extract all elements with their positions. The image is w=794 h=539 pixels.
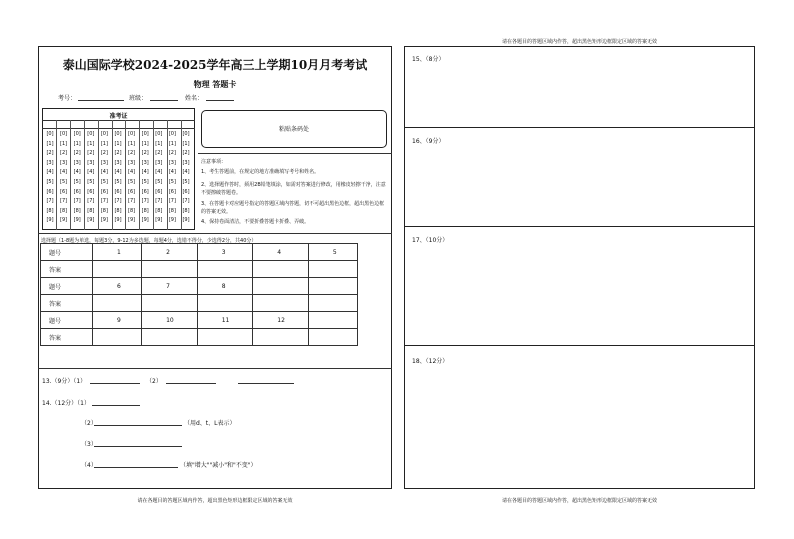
admission-digit-bubble[interactable]: [1] [100, 140, 108, 147]
admission-digit-bubble[interactable]: [5] [128, 179, 136, 185]
admission-digit-bubble[interactable]: [4] [155, 169, 163, 176]
admission-digit-bubble[interactable]: [0] [141, 131, 149, 137]
admission-digit-bubble[interactable]: [9] [114, 217, 122, 224]
admission-digit-bubble[interactable]: [1] [155, 140, 163, 147]
a-label: 答案 [41, 329, 93, 346]
admission-digit-bubble[interactable]: [7] [60, 198, 68, 205]
exam-title: 泰山国际学校2024-2025学年高三上学期10月月考考试 [62, 58, 368, 72]
answer-row [41, 329, 358, 346]
notice-item: 1、考生答题前，在规定的地方准确填写考号和姓名。 [201, 169, 320, 175]
admission-digit-bubble[interactable]: [0] [100, 131, 108, 137]
right-footer-note: 请在各题目的答题区域内作答，超出黑色矩形边框限定区域的答案无效 [501, 498, 657, 504]
admission-digit-bubble[interactable]: [2] [73, 150, 81, 157]
admission-digit-bubble[interactable]: [9] [168, 217, 176, 224]
question-number [308, 312, 357, 329]
exam-subtitle: 物理 答题卡 [193, 80, 237, 89]
admission-digit-bubble[interactable]: [5] [141, 179, 149, 185]
admission-digit-bubble[interactable]: [7] [114, 198, 122, 205]
admission-digit-bubble[interactable]: [0] [182, 131, 190, 137]
admission-digit-bubble[interactable]: [5] [87, 179, 95, 185]
admission-title: 准考证 [109, 113, 128, 120]
question-number: 11 [197, 312, 253, 329]
admission-digit-bubble[interactable]: [3] [168, 159, 176, 166]
admission-digit-bubble[interactable]: [5] [46, 179, 54, 185]
q-label: 题号 [41, 278, 93, 295]
admission-digit-bubble[interactable]: [7] [73, 198, 81, 205]
q14-part2-label: （2） [81, 420, 97, 427]
admission-digit-bubble[interactable]: [2] [155, 150, 163, 157]
admission-digit-bubble[interactable]: [0] [60, 131, 68, 137]
question-number-row [41, 244, 358, 261]
admission-digit-bubble[interactable]: [9] [46, 217, 54, 224]
admission-digit-bubble[interactable]: [6] [73, 188, 81, 195]
answer-cell[interactable] [197, 261, 253, 278]
question-number-row [41, 278, 358, 295]
admission-digit-bubble[interactable]: [6] [100, 188, 108, 195]
admission-digit-bubble[interactable]: [0] [168, 131, 176, 137]
admission-digit-bubble[interactable]: [4] [87, 169, 95, 176]
admission-digit-bubble[interactable]: [8] [155, 207, 163, 214]
q14-part2-hint: （用d、t、L表示） [184, 420, 236, 427]
admission-digit-bubble[interactable]: [5] [73, 179, 81, 185]
admission-digit-bubble[interactable]: [8] [182, 207, 190, 214]
admission-digit-bubble[interactable]: [8] [100, 207, 108, 214]
admission-digit-bubble[interactable]: [4] [182, 169, 190, 176]
q14-part4-label: （4） [81, 462, 97, 469]
question-number: 5 [308, 244, 357, 261]
q13-part3-field[interactable] [238, 383, 294, 384]
q17-label: 17、（10分） [412, 237, 449, 244]
answer-cell[interactable] [142, 329, 198, 346]
admission-digit-bubble[interactable]: [6] [46, 188, 54, 195]
admission-digit-bubble[interactable]: [2] [168, 150, 176, 157]
q13-part1-field[interactable] [90, 383, 140, 384]
admission-digit-bubble[interactable]: [4] [60, 169, 68, 176]
admission-digit-bubble[interactable]: [9] [100, 217, 108, 224]
admission-digit-bubble[interactable]: [3] [100, 159, 108, 166]
admission-digit-bubble[interactable]: [1] [114, 140, 122, 147]
answer-cell[interactable] [308, 261, 357, 278]
admission-digit-bubble[interactable]: [4] [168, 169, 176, 176]
admission-digit-bubble[interactable]: [1] [182, 140, 190, 147]
fill-in-divider [38, 368, 392, 369]
admission-digit-bubble[interactable]: [6] [128, 188, 136, 195]
admission-digit-bubble[interactable]: [7] [46, 198, 54, 205]
admission-header-line [42, 120, 195, 121]
admission-digit-bubble[interactable]: [0] [114, 131, 122, 137]
admission-digit-bubble[interactable]: [5] [168, 179, 176, 185]
answer-cell[interactable] [93, 261, 142, 278]
question-number [253, 278, 309, 295]
admission-digit-bubble[interactable]: [5] [114, 179, 122, 185]
admission-digit-bubble[interactable]: [2] [128, 150, 136, 157]
admission-digit-bubble[interactable]: [3] [182, 159, 190, 166]
question-number: 4 [253, 244, 309, 261]
admission-digit-bubble[interactable]: [4] [73, 169, 81, 176]
notice-divider [198, 153, 392, 154]
q18-answer-area[interactable] [404, 345, 755, 489]
q13-part2-field[interactable] [166, 383, 216, 384]
class-label: 班级： [129, 95, 148, 102]
question-number: 10 [142, 312, 198, 329]
q14-part3-field[interactable] [94, 446, 182, 447]
admission-digit-bubble[interactable]: [8] [114, 207, 122, 214]
admission-digit-bubble[interactable]: [2] [182, 150, 190, 157]
admission-digit-bubble[interactable]: [9] [128, 217, 136, 224]
notice-title: 注意事项： [201, 159, 227, 165]
q14-label: 14.（12分）（1） [42, 400, 90, 407]
answer-cell[interactable] [253, 261, 309, 278]
question-number: 6 [93, 278, 142, 295]
admission-digit-bubble[interactable]: [8] [46, 207, 54, 214]
barcode-label: 粘贴条码处 [278, 126, 309, 133]
answer-cell[interactable] [308, 329, 357, 346]
admission-digit-bubble[interactable]: [1] [46, 140, 54, 147]
admission-digit-bubble[interactable]: [1] [87, 140, 95, 147]
admission-digit-bubble[interactable]: [4] [141, 169, 149, 176]
admission-digit-bubble[interactable]: [2] [141, 150, 149, 157]
admission-digit-bubble[interactable]: [4] [114, 169, 122, 176]
admission-digit-bubble[interactable]: [5] [100, 179, 108, 185]
question-number: 9 [93, 312, 142, 329]
admission-digit-bubble[interactable]: [3] [73, 159, 81, 166]
answer-cell[interactable] [93, 295, 142, 312]
admission-digit-bubble[interactable]: [3] [60, 159, 68, 166]
admission-digit-bubble[interactable]: [3] [114, 159, 122, 166]
left-footer-note: 请在各题目的答题区域内作答，超出黑色矩形边框限定区域的答案无效 [137, 498, 293, 504]
q14-part3-label: （3） [81, 441, 97, 448]
admission-digit-bubble[interactable]: [1] [141, 140, 149, 147]
admission-digit-bubble[interactable]: [8] [87, 207, 95, 214]
question-number: 7 [142, 278, 198, 295]
admission-digit-bubble[interactable]: [9] [155, 217, 163, 224]
admission-digit-bubble[interactable]: [5] [182, 179, 190, 185]
class-field[interactable] [150, 100, 178, 101]
admission-digit-bubble[interactable]: [0] [87, 131, 95, 137]
q17-answer-area[interactable] [404, 226, 755, 346]
answer-cell[interactable] [93, 329, 142, 346]
question-number: 8 [197, 278, 253, 295]
admission-digit-bubble[interactable]: [3] [155, 159, 163, 166]
admission-digit-bubble[interactable]: [1] [73, 140, 81, 147]
admission-digit-bubble[interactable]: [0] [46, 131, 54, 137]
question-number-row [41, 312, 358, 329]
q-label: 题号 [41, 244, 93, 261]
admission-digit-bubble[interactable]: [0] [155, 131, 163, 137]
admission-digit-bubble[interactable]: [6] [114, 188, 122, 195]
admission-digit-bubble[interactable]: [6] [141, 188, 149, 195]
question-number: 12 [253, 312, 309, 329]
admission-digit-bubble[interactable]: [5] [155, 179, 163, 185]
exam-no-label: 考号： [58, 95, 77, 102]
q14-part2-field[interactable] [94, 425, 182, 426]
admission-digit-bubble[interactable]: [0] [128, 131, 136, 137]
admission-digit-bubble[interactable]: [3] [87, 159, 95, 166]
admission-digit-bubble[interactable]: [2] [114, 150, 122, 157]
admission-digit-bubble[interactable]: [6] [87, 188, 95, 195]
q14-part4-hint: （填"增大""减小"和"不变"） [180, 462, 257, 469]
admission-digit-bubble[interactable]: [0] [73, 131, 81, 137]
q-label: 题号 [41, 312, 93, 329]
admission-digit-bubble[interactable]: [6] [182, 188, 190, 195]
question-number: 3 [197, 244, 253, 261]
admission-digit-bubble[interactable]: [2] [60, 150, 68, 157]
answer-cell[interactable] [197, 329, 253, 346]
admission-digit-bubble[interactable]: [7] [182, 198, 190, 205]
admission-digit-bubble[interactable]: [8] [73, 207, 81, 214]
admission-digit-bubble[interactable]: [2] [46, 150, 54, 157]
answer-cell[interactable] [253, 329, 309, 346]
question-number: 1 [93, 244, 142, 261]
admission-digit-bubble[interactable]: [4] [100, 169, 108, 176]
a-label: 答案 [41, 261, 93, 278]
q16-answer-area[interactable] [404, 127, 755, 227]
notice-item: 4、保持卷面清洁，不要折叠答题卡折叠、弄破。 [201, 219, 310, 225]
answer-cell[interactable] [308, 295, 357, 312]
admission-digit-bubble[interactable]: [9] [141, 217, 149, 224]
q18-label: 18、（12分） [412, 358, 449, 365]
notice-item: 3、在答题卡对应题号指定的答题区域内答题，切不可超出黑色边框，超出黑色边框的答案无效。 [201, 201, 385, 215]
answer-cell[interactable] [142, 261, 198, 278]
q14-part4-field[interactable] [94, 467, 178, 468]
q15-answer-area[interactable] [404, 46, 755, 128]
admission-digit-bubble[interactable]: [4] [46, 169, 54, 176]
answer-cell[interactable] [253, 295, 309, 312]
q13-part2-label: （2） [146, 378, 162, 385]
question-number [308, 278, 357, 295]
admission-digit-bubble[interactable]: [3] [46, 159, 54, 166]
admission-digit-bubble[interactable]: [3] [141, 159, 149, 166]
admission-digit-bubble[interactable]: [7] [87, 198, 95, 205]
admission-digit-bubble[interactable]: [6] [155, 188, 163, 195]
admission-digit-bubble[interactable]: [6] [60, 188, 68, 195]
choice-title: 选择题（1-8题为单选，每题3分，9-12为多选题，每题4分，选错不得分，少选得2分，共40分） [41, 238, 257, 244]
answer-cell[interactable] [142, 295, 198, 312]
admission-digit-bubble[interactable]: [1] [60, 140, 68, 147]
admission-digit-bubble[interactable]: [1] [168, 140, 176, 147]
choice-answer-table [40, 243, 358, 346]
notice-item: 2、选择题作答时，须用2B铅笔填涂，如需对答案进行修改，用橡皮轻擦干净，注意不要擦破答题卷。 [201, 182, 386, 196]
admission-digit-bubble[interactable]: [8] [128, 207, 136, 214]
admission-digit-bubble[interactable]: [8] [60, 207, 68, 214]
q14-part1-field[interactable] [92, 405, 140, 406]
answer-cell[interactable] [197, 295, 253, 312]
admission-digit-bubble[interactable]: [9] [182, 217, 190, 224]
admission-digit-bubble[interactable]: [7] [168, 198, 176, 205]
admission-digit-bubble[interactable]: [7] [155, 198, 163, 205]
a-label: 答案 [41, 295, 93, 312]
admission-write-row[interactable] [42, 128, 195, 129]
admission-digit-bubble[interactable]: [9] [87, 217, 95, 224]
admission-digit-bubble[interactable]: [2] [87, 150, 95, 157]
admission-digit-bubble[interactable]: [7] [128, 198, 136, 205]
q15-label: 15、（8分） [412, 56, 445, 63]
right-header-note: 请在各题目的答题区域内作答，超出黑色矩形边框限定区域的答案无效 [501, 39, 657, 45]
name-label: 姓名： [185, 95, 204, 102]
admission-digit-bubble[interactable]: [8] [141, 207, 149, 214]
choice-divider [38, 233, 392, 234]
q16-label: 16、（9分） [412, 138, 445, 145]
admission-digit-bubble[interactable]: [7] [141, 198, 149, 205]
name-field[interactable] [206, 100, 234, 101]
exam-no-field[interactable] [78, 100, 124, 101]
admission-digit-bubble[interactable]: [7] [100, 198, 108, 205]
admission-digit-bubble[interactable]: [4] [128, 169, 136, 176]
q13-label: 13.（9分）（1） [42, 378, 87, 385]
admission-digit-bubble[interactable]: [2] [100, 150, 108, 157]
admission-digit-bubble[interactable]: [6] [168, 188, 176, 195]
admission-digit-bubble[interactable]: [9] [60, 217, 68, 224]
admission-digit-bubble[interactable]: [9] [73, 217, 81, 224]
answer-row [41, 261, 358, 278]
admission-digit-bubble[interactable]: [8] [168, 207, 176, 214]
admission-digit-bubble[interactable]: [5] [60, 179, 68, 185]
question-number: 2 [142, 244, 198, 261]
admission-digit-bubble[interactable]: [1] [128, 140, 136, 147]
admission-digit-bubble[interactable]: [3] [128, 159, 136, 166]
answer-row [41, 295, 358, 312]
